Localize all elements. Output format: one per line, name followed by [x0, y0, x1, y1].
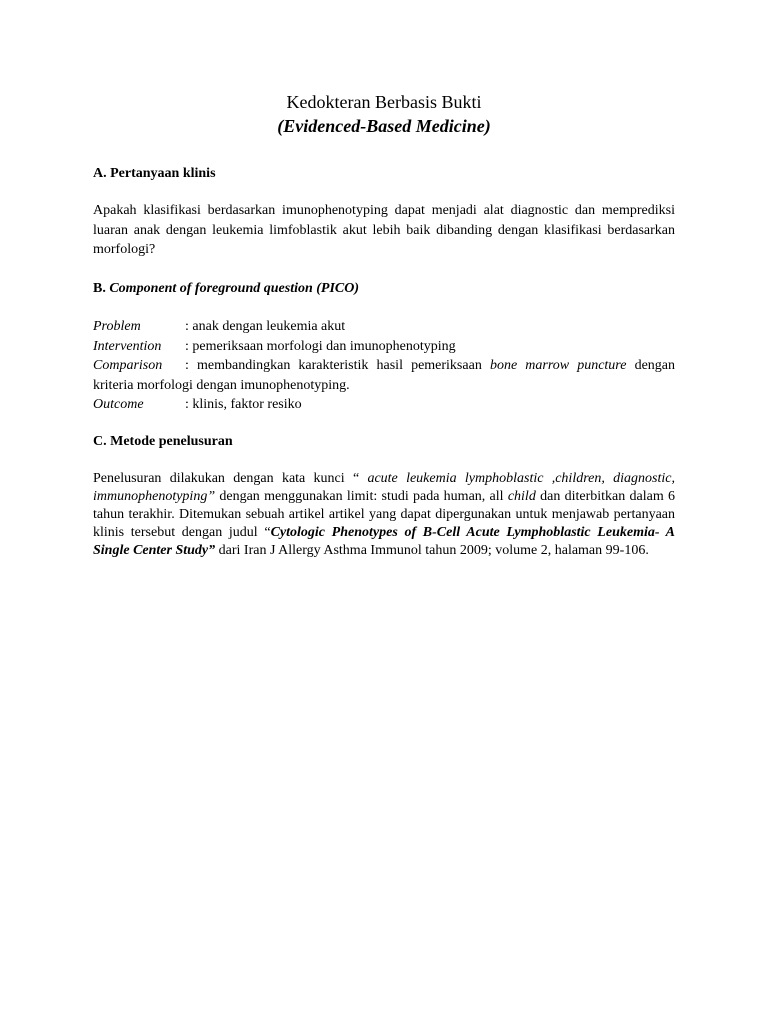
pico-intervention-row — [93, 337, 675, 357]
section-c-text-3: dan diterbitkan dalam 6 tahun terakhir. Ditemukan sebuah artikel artikel yang dapat dipergunakan untuk menjawab pertanyaan klinis tersebut dengan judul “ — [93, 489, 675, 540]
pico-comparison-italic: bone marrow puncture — [489, 358, 627, 373]
document-subtitle — [0, 114, 768, 138]
pico-comparison-text-2: dengan kriteria morfologi dengan imunophenotyping. — [93, 358, 675, 393]
section-b-heading — [93, 279, 675, 298]
subtitle-text: Evidenced-Based Medicine — [283, 116, 485, 136]
document-title: Kedokteran Berbasis Bukti — [286, 92, 482, 112]
section-c-text-2: dengan menggunakan limit: studi pada human, all — [215, 489, 508, 504]
section-a — [93, 164, 675, 183]
section-a-body — [93, 201, 675, 260]
section-c-text-1: Penelusuran dilakukan dengan kata kunci “ — [93, 471, 368, 486]
pico-problem-value: : anak dengan leukemia akut — [185, 319, 346, 334]
section-c — [93, 432, 675, 451]
pico-list — [93, 317, 675, 415]
section-a-heading: A. Pertanyaan klinis — [93, 166, 216, 181]
section-c-paragraph — [93, 470, 675, 560]
section-a-paragraph: Apakah klasifikasi berdasarkan imunophenotyping dapat menjadi alat diagnostic dan memprediksi luaran anak dengan leukemia limfoblastik akut lebih baik dibanding dengan klasifikasi berdasarkan morfologi? — [93, 203, 675, 257]
section-c-body — [93, 470, 675, 560]
pico-intervention-value: : pemeriksaan morfologi dan imunophenotyping — [185, 338, 456, 354]
section-b-heading-text: Component of foreground question (PICO) — [109, 281, 360, 296]
pico-comparison-label: Comparison — [93, 358, 163, 373]
section-c-text-4: dari Iran J Allergy Asthma Immunol tahun 2009; volume 2, halaman 99-106. — [215, 543, 649, 558]
subtitle-open-paren: ( — [277, 116, 284, 136]
pico-outcome-label: Outcome — [93, 397, 144, 412]
pico-problem-label: Problem — [93, 319, 141, 334]
pico-intervention-label: Intervention — [93, 338, 162, 354]
pico-problem-row — [93, 317, 675, 337]
pico-comparison-row — [93, 356, 675, 395]
section-b-heading-prefix: B. — [93, 281, 110, 296]
pico-outcome-row — [93, 395, 675, 415]
subtitle-close-paren: ) — [484, 116, 491, 136]
pico-comparison-text-1: : membandingkan karakteristik hasil pemeriksaan — [185, 358, 490, 373]
section-c-keywords: acute leukemia lymphoblastic ,children, diagnostic, immunophenotyping” — [93, 471, 675, 504]
pico-outcome-value: : klinis, faktor resiko — [185, 397, 302, 412]
section-c-article-title: Cytologic Phenotypes of B-Cell Acute Lymphoblastic Leukemia- A Single Center Study” — [93, 525, 676, 558]
section-c-heading: C. Metode penelusuran — [93, 434, 233, 449]
section-b — [93, 279, 675, 298]
section-c-child: child — [507, 489, 536, 504]
